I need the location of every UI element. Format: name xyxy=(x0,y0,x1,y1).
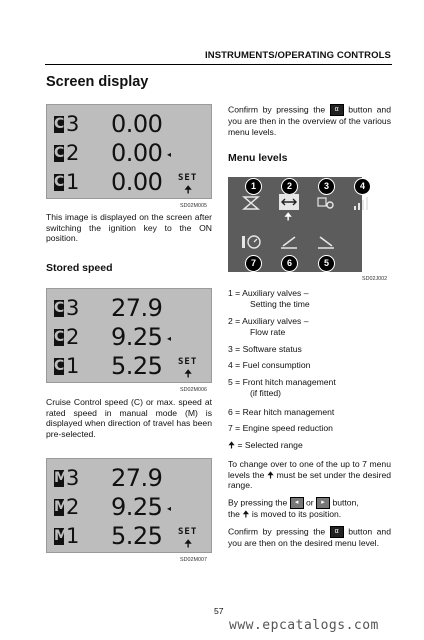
legend-item-3 xyxy=(228,344,302,355)
set-label: SET xyxy=(178,173,198,183)
menu-number: 7 xyxy=(245,255,262,272)
legend-line-continued: (if fitted) xyxy=(250,387,282,398)
paragraph-cruise: Cruise Control speed (C) or max. speed at rated speed in manual mode (M) is displayed when direction of travel has been pre-selected. xyxy=(46,397,212,439)
page-title: Screen display xyxy=(46,74,149,90)
menu-number: 6 xyxy=(281,255,298,272)
lcd-row-1 xyxy=(47,522,211,551)
lcd-display-manual xyxy=(46,458,212,553)
lcd-row-2 xyxy=(47,493,211,522)
rear-hitch-icon xyxy=(279,234,299,250)
selected-range-arrow-icon: 🠉 xyxy=(284,212,293,223)
speed-value: 0.00 xyxy=(111,110,163,138)
gear-number: 1 xyxy=(66,524,80,548)
menu-number: 5 xyxy=(318,255,335,272)
set-arrow-icon: 🠉 xyxy=(184,185,193,196)
gear-number: 1 xyxy=(66,354,80,378)
mode-letter: C xyxy=(54,300,65,316)
header-rule xyxy=(45,64,392,65)
stored-speed-heading: Stored speed xyxy=(46,262,113,274)
menu-number: 2 xyxy=(281,178,298,195)
alpha-button-icon: α xyxy=(330,104,344,116)
section-header: INSTRUMENTS/OPERATING CONTROLS xyxy=(205,50,391,61)
press-btn-post-text: button, xyxy=(332,497,359,508)
menu-levels-diagram xyxy=(228,177,365,272)
mode-letter: M xyxy=(54,528,68,544)
figure-id: SD02M006 xyxy=(180,387,207,393)
set-label: SET xyxy=(178,357,198,367)
legend-line: 4 = Fuel consumption xyxy=(228,360,311,370)
set-arrow-icon: 🠉 xyxy=(184,539,193,550)
selected-arrow-icon: 🠉 xyxy=(228,440,236,450)
legend-line: 1 = Auxiliary valves – xyxy=(228,288,309,298)
legend-line-continued: Flow rate xyxy=(250,326,286,337)
lcd-row-2 xyxy=(47,139,211,168)
lcd-display-cruise xyxy=(46,288,212,383)
arrow-icon: 🠉 xyxy=(242,509,250,519)
legend-item-4 xyxy=(228,360,310,371)
figure-id: SD02M005 xyxy=(180,203,207,209)
legend-line: 3 = Software status xyxy=(228,344,302,354)
press-or-text: or xyxy=(306,497,314,508)
lcd-row-3 xyxy=(47,464,211,493)
paragraph-press-buttons xyxy=(228,497,391,520)
speed-value: 0.00 xyxy=(111,139,163,167)
engine-speed-reduction-icon xyxy=(241,234,261,250)
speed-value: 27.9 xyxy=(111,464,163,492)
menu-number: 4 xyxy=(354,178,371,195)
speed-value: 27.9 xyxy=(111,294,163,322)
pointer-icon: ◂ xyxy=(167,334,172,343)
figure-id: SD02M007 xyxy=(180,557,207,563)
alpha-button-icon: α xyxy=(330,526,344,538)
mode-letter: C xyxy=(54,145,65,161)
lcd-row-1 xyxy=(47,352,211,381)
legend-line-continued: Setting the time xyxy=(250,298,310,309)
speed-value: 5.25 xyxy=(111,522,163,550)
change-pre-text: To change over to one of the up to 7 menu levels the xyxy=(228,459,391,480)
gear-number: 3 xyxy=(66,296,80,320)
page-number: 57 xyxy=(214,606,224,616)
fuel-consumption-icon xyxy=(352,195,372,211)
paragraph-confirm-overview xyxy=(228,104,391,137)
legend-line: = Selected range xyxy=(237,440,303,450)
confirm-post-text: button and you are then in the overview of the various menu levels. xyxy=(228,104,391,137)
set-label: SET xyxy=(178,527,198,537)
legend-line: 7 = Engine speed reduction xyxy=(228,423,333,433)
legend-line: 2 = Auxiliary valves – xyxy=(228,316,309,326)
lcd-row-3 xyxy=(47,110,211,139)
set-arrow-icon: 🠉 xyxy=(184,369,193,380)
confirm2-post-text: button and you are then on the desired menu level. xyxy=(228,526,391,548)
lcd-row-2 xyxy=(47,323,211,352)
mode-letter: C xyxy=(54,358,65,374)
gear-number: 3 xyxy=(66,112,80,136)
press-pre-text: By pressing the xyxy=(228,497,288,508)
legend-item-1 xyxy=(228,288,310,309)
mode-letter: C xyxy=(54,116,65,132)
press-line2-post-text: is moved to its position. xyxy=(251,509,342,519)
menu-number: 1 xyxy=(245,178,262,195)
legend-item-selected xyxy=(228,440,303,451)
speed-value: 5.25 xyxy=(111,352,163,380)
lcd-row-1 xyxy=(47,168,211,197)
watermark: www.epcatalogs.com xyxy=(229,618,379,633)
figure-id: SD02J002 xyxy=(362,276,388,282)
speed-value: 0.00 xyxy=(111,168,163,196)
paragraph-change-over xyxy=(228,459,391,491)
gear-number: 2 xyxy=(66,495,80,519)
legend-item-2 xyxy=(228,316,309,337)
software-status-icon xyxy=(316,195,336,211)
mode-letter: C xyxy=(54,174,65,190)
legend-line: 6 = Rear hitch management xyxy=(228,407,335,417)
paragraph-confirm-level xyxy=(228,526,391,549)
right-button-icon: ▸ xyxy=(316,497,330,509)
confirm2-pre-text: Confirm by pressing the xyxy=(228,526,326,537)
confirm-pre-text: Confirm by pressing the xyxy=(228,104,326,115)
arrow-icon: 🠉 xyxy=(266,469,275,480)
legend-item-5 xyxy=(228,377,336,398)
lcd-row-3 xyxy=(47,294,211,323)
paragraph-ignition: This image is displayed on the screen after switching the ignition key to the ON position. xyxy=(46,212,212,244)
gear-number: 3 xyxy=(66,466,80,490)
change-post-text: must be set under the desired range. xyxy=(228,469,392,491)
gear-number: 1 xyxy=(66,170,80,194)
pointer-icon: ◂ xyxy=(167,504,172,513)
mode-letter: M xyxy=(54,499,68,515)
mode-letter: M xyxy=(54,470,68,486)
gear-number: 2 xyxy=(66,141,80,165)
legend-line: 5 = Front hitch management xyxy=(228,377,336,387)
menu-levels-heading: Menu levels xyxy=(228,152,288,164)
lcd-display-initial xyxy=(46,104,212,199)
left-button-icon: ◂ xyxy=(290,497,304,509)
legend-item-7 xyxy=(228,423,333,434)
gear-number: 2 xyxy=(66,325,80,349)
legend-item-6 xyxy=(228,407,334,418)
menu-number: 3 xyxy=(318,178,335,195)
front-hitch-icon xyxy=(316,234,336,250)
auxiliary-valve-time-icon xyxy=(241,195,261,211)
pointer-icon: ◂ xyxy=(167,150,172,159)
mode-letter: C xyxy=(54,329,65,345)
auxiliary-valve-flow-icon xyxy=(279,194,299,210)
press-line2-pre-text: the xyxy=(228,509,240,519)
speed-value: 9.25 xyxy=(111,493,163,521)
speed-value: 9.25 xyxy=(111,323,163,351)
